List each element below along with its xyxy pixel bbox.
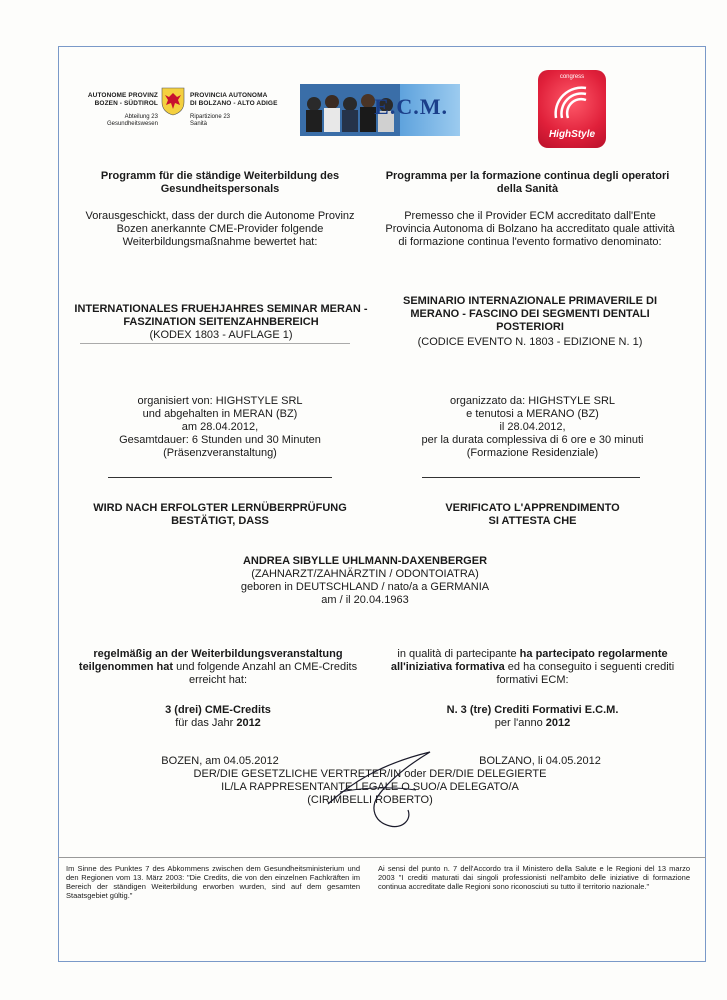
place-date-it: BOLZANO, li 04.05.2012 — [479, 755, 601, 767]
organization-de-line: (Präsenzveranstaltung) — [163, 447, 277, 459]
participation-it — [385, 648, 680, 687]
event-code-de: (KODEX 1803 - AUFLAGE 1) — [149, 329, 293, 341]
credits-de-value: 3 (drei) CME-Credits — [165, 704, 271, 716]
verification-de — [70, 502, 370, 528]
footer-note-it: Ai sensi del punto n. 7 dell'Accordo tra il Ministero della Salute e le Regioni del 13 marzo 2003 "I crediti maturati dai singoli professionisti nell'ambito delle iniziative di formazione continua accreditate dalle Regioni sono riconosciuti su tutto il territorio nazionale." — [378, 864, 690, 891]
credits-de-year-prefix: für das Jahr — [175, 717, 237, 729]
verification-it — [385, 502, 680, 528]
organization-de-line: und abgehalten in MERAN (BZ) — [142, 408, 298, 420]
organization-de — [70, 395, 370, 460]
divider — [58, 857, 706, 858]
participation-de — [68, 648, 368, 687]
credits-it-value: N. 3 (tre) Crediti Formativi E.C.M. — [446, 704, 619, 716]
de-province-line: BOZEN - SÜDTIROL — [94, 99, 158, 107]
participation-de-text: und folgende Anzahl an CME-Credits — [173, 661, 358, 673]
organization-it-line: organizzato da: HIGHSTYLE SRL — [449, 395, 616, 407]
credits-it — [385, 704, 680, 730]
participant-birthdate: am / il 20.04.1963 — [321, 594, 409, 606]
divider — [108, 477, 332, 478]
participation-de-bold: teilgenommen hat — [78, 661, 174, 673]
it-province-block — [190, 92, 290, 128]
it-department-line: Sanità — [190, 121, 208, 127]
de-province-line: AUTONOME PROVINZ — [87, 92, 158, 99]
organization-it-line: il 28.04.2012, — [499, 421, 566, 433]
event-name-it-line1: SEMINARIO INTERNAZIONALE PRIMAVERILE DI — [402, 295, 658, 307]
verification-de-line: WIRD NACH ERFOLGTER LERNÜBERPRÜFUNG — [93, 502, 347, 514]
participation-it-line3: formativi ECM: — [496, 674, 569, 686]
divider — [422, 477, 640, 478]
it-province-line: DI BOLZANO - ALTO ADIGE — [190, 99, 278, 107]
program-intro-de: Vorausgeschickt, dass der durch die Autonome Provinz Bozen anerkannte CME-Provider folgende Weiterbildungsmaßnahme bewertet hat: — [85, 210, 355, 248]
signature-line3: (CIRIMBELLI ROBERTO) — [307, 794, 433, 806]
de-province-block — [78, 92, 158, 128]
participant-block — [200, 555, 530, 607]
it-department-line: Ripartizione 23 — [190, 114, 231, 120]
event-code-it: (CODICE EVENTO N. 1803 - EDIZIONE N. 1) — [417, 336, 643, 348]
it-province-line: PROVINCIA AUTONOMA — [190, 92, 268, 99]
verification-it-line: SI ATTESTA CHE — [488, 515, 577, 527]
credits-de — [68, 704, 368, 730]
participation-it-bold: all'iniziativa formativa — [390, 661, 505, 673]
credits-it-year: 2012 — [545, 717, 571, 729]
organization-it — [385, 395, 680, 460]
highstyle-congress-label: congress — [559, 74, 585, 80]
organization-it-line: per la durata complessiva di 6 ore e 30 minuti — [421, 434, 644, 446]
participation-de-line1: regelmäßig an der Weiterbildungsveranstaltung — [93, 648, 343, 660]
highstyle-emblem-icon — [552, 84, 592, 124]
event-name-it-line3: POSTERIORI — [496, 321, 564, 333]
event-name-de: INTERNATIONALES FRUEHJAHRES SEMINAR MERAN - FASZINATION SEITENZAHNBEREICH — [74, 303, 368, 328]
handwritten-signature — [320, 744, 450, 834]
ecm-logo-text: E.C.M. — [374, 94, 448, 119]
participant-profession: (ZAHNARZT/ZAHNÄRZTIN / ODONTOIATRA) — [251, 568, 479, 580]
participant-name: ANDREA SIBYLLE UHLMANN-DAXENBERGER — [242, 555, 488, 567]
highstyle-logo-text: HighStyle — [548, 129, 596, 140]
verification-it-line: VERIFICATO L'APPRENDIMENTO — [445, 502, 620, 514]
de-department-line: Gesundheitswesen — [106, 121, 158, 127]
verification-de-line: BESTÄTIGT, DASS — [171, 515, 269, 527]
credits-de-year: 2012 — [236, 717, 261, 729]
organization-de-line: Gesamtdauer: 6 Stunden und 30 Minuten — [119, 434, 321, 446]
participation-it-text: in qualità di partecipante — [397, 648, 517, 660]
divider — [80, 343, 350, 344]
organization-de-line: am 28.04.2012, — [181, 421, 259, 433]
place-date-de: BOZEN, am 04.05.2012 — [161, 755, 279, 767]
event-name-it-line2: MERANO - FASCINO DEI SEGMENTI DENTALI — [410, 308, 650, 320]
signature-line1: DER/DIE GESETZLICHE VERTRETER/IN oder DER/DIE DELEGIERTE — [193, 768, 547, 780]
eagle-coat-of-arms-icon — [160, 86, 186, 116]
participation-de-line3: erreicht hat: — [188, 674, 248, 686]
participation-it-text: ed ha conseguito i seguenti crediti — [504, 661, 675, 673]
de-department-line: Abteilung 23 — [124, 114, 158, 120]
program-title-it: Programma per la formazione continua degli operatori della Sanità — [385, 170, 670, 195]
highstyle-logo — [538, 70, 606, 148]
ecm-logo — [300, 84, 460, 136]
program-intro-it: Premesso che il Provider ECM accreditato dall'Ente Provincia Autonoma di Bolzano ha accreditato quale attività di formazione continua l'evento formativo denominato: — [385, 210, 675, 248]
participant-birthplace: geboren in DEUTSCHLAND / nato/a a GERMANIA — [240, 581, 490, 593]
organization-it-line: e tenutosi a MERANO (BZ) — [466, 408, 599, 420]
credits-it-year-prefix: per l'anno — [494, 717, 546, 729]
participation-it-bold: ha partecipato regolarmente — [516, 648, 668, 660]
footer-note-de: Im Sinne des Punktes 7 des Abkommens zwischen dem Gesundheitsministerium und den Regionen vom 13. März 2003: "Die Credits, die von den einzelnen Fachkräften im Bereich der ständigen Weiterbildung erworben wurden, sind auf dem gesamten Staatsgebiet gültig." — [66, 864, 360, 900]
organization-de-line: organisiert von: HIGHSTYLE SRL — [137, 395, 303, 407]
signature-line2: IL/LA RAPPRESENTANTE LEGALE O SUO/A DELEGATO/A — [221, 781, 519, 793]
organization-it-line: (Formazione Residenziale) — [466, 447, 599, 459]
program-title-de: Programm für die ständige Weiterbildung des Gesundheitspersonals — [100, 170, 340, 195]
